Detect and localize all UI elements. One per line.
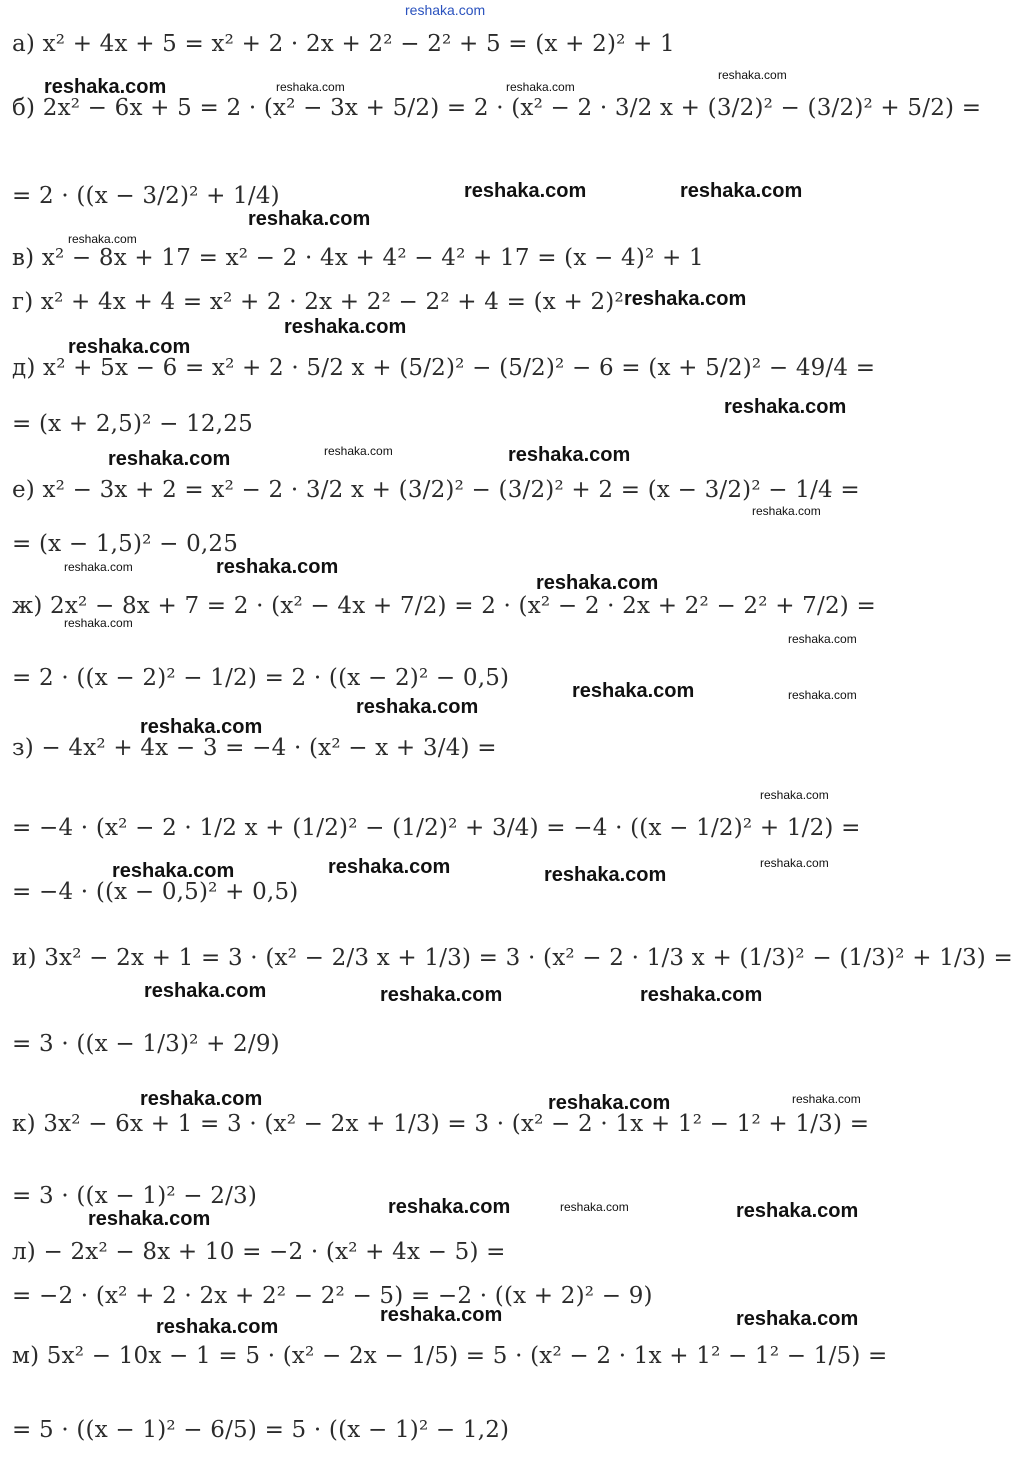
watermark: reshaka.com bbox=[328, 856, 451, 878]
solution-z: з) − 4x² + 4x − 3 = −4 · (x² − x + 3/4) = bbox=[12, 735, 497, 761]
solution-m-cont: = 5 · ((x − 1)² − 6/5) = 5 · ((x − 1)² − 1,2) bbox=[12, 1417, 510, 1443]
solution-d-cont: = (x + 2,5)² − 12,25 bbox=[12, 411, 253, 437]
watermark: reshaka.com bbox=[88, 1208, 211, 1230]
solution-z-cont2: = −4 · ((x − 0,5)² + 0,5) bbox=[12, 879, 299, 905]
watermark: reshaka.com bbox=[276, 80, 345, 94]
solution-z-cont: = −4 · (x² − 2 · 1/2 x + (1/2)² − (1/2)² + 3/4) = −4 · ((x − 1/2)² + 1/2) = bbox=[12, 815, 861, 841]
watermark: reshaka.com bbox=[640, 984, 763, 1006]
watermark: reshaka.com bbox=[544, 864, 667, 886]
watermark: reshaka.com bbox=[156, 1316, 279, 1338]
watermark: reshaka.com bbox=[140, 716, 263, 738]
solution-v: в) x² − 8x + 17 = x² − 2 · 4x + 4² − 4² + 17 = (x − 4)² + 1 bbox=[12, 245, 704, 271]
solution-zh: ж) 2x² − 8x + 7 = 2 · (x² − 4x + 7/2) = 2 · (x² − 2 · 2x + 2² − 2² + 7/2) = bbox=[12, 593, 876, 619]
watermark: reshaka.com bbox=[216, 556, 339, 578]
watermark: reshaka.com bbox=[248, 208, 371, 230]
watermark: reshaka.com bbox=[388, 1196, 511, 1218]
solution-d: д) x² + 5x − 6 = x² + 2 · 5/2 x + (5/2)² − (5/2)² − 6 = (x + 5/2)² − 49/4 = bbox=[12, 355, 876, 381]
solution-l-cont: = −2 · (x² + 2 · 2x + 2² − 2² − 5) = −2 · ((x + 2)² − 9) bbox=[12, 1283, 653, 1309]
watermark: reshaka.com bbox=[724, 396, 847, 418]
watermark: reshaka.com bbox=[752, 504, 821, 518]
watermark: reshaka.com bbox=[736, 1200, 859, 1222]
watermark: reshaka.com bbox=[44, 76, 167, 98]
watermark: reshaka.com bbox=[108, 448, 231, 470]
watermark: reshaka.com bbox=[112, 860, 235, 882]
watermark: reshaka.com bbox=[508, 444, 631, 466]
watermark: reshaka.com bbox=[144, 980, 267, 1002]
watermark: reshaka.com bbox=[64, 560, 133, 574]
watermark: reshaka.com bbox=[64, 616, 133, 630]
solution-k: к) 3x² − 6x + 1 = 3 · (x² − 2x + 1/3) = 3 · (x² − 2 · 1x + 1² − 1² + 1/3) = bbox=[12, 1111, 870, 1137]
watermark: reshaka.com bbox=[380, 984, 503, 1006]
solution-i: и) 3x² − 2x + 1 = 3 · (x² − 2/3 x + 1/3) = 3 · (x² − 2 · 1/3 x + (1/3)² − (1/3)² + 1/3) = bbox=[12, 945, 1013, 971]
watermark: reshaka.com bbox=[760, 856, 829, 870]
watermark: reshaka.com bbox=[68, 336, 191, 358]
solution-m: м) 5x² − 10x − 1 = 5 · (x² − 2x − 1/5) = 5 · (x² − 2 · 1x + 1² − 1² − 1/5) = bbox=[12, 1343, 888, 1369]
watermark: reshaka.com bbox=[68, 232, 137, 246]
watermark: reshaka.com bbox=[680, 180, 803, 202]
watermark: reshaka.com bbox=[788, 688, 857, 702]
watermark: reshaka.com bbox=[356, 696, 479, 718]
watermark: reshaka.com bbox=[718, 68, 787, 82]
solution-b-cont: = 2 · ((x − 3/2)² + 1/4) bbox=[12, 183, 280, 209]
solution-g: г) x² + 4x + 4 = x² + 2 · 2x + 2² − 2² + 4 = (x + 2)² bbox=[12, 289, 624, 315]
watermark: reshaka.com bbox=[506, 80, 575, 94]
watermark: reshaka.com bbox=[792, 1092, 861, 1106]
solution-e: е) x² − 3x + 2 = x² − 2 · 3/2 x + (3/2)² − (3/2)² + 2 = (x − 3/2)² − 1/4 = bbox=[12, 477, 860, 503]
watermark: reshaka.com bbox=[788, 632, 857, 646]
watermark: reshaka.com bbox=[736, 1308, 859, 1330]
watermark: reshaka.com bbox=[624, 288, 747, 310]
solution-zh-cont: = 2 · ((x − 2)² − 1/2) = 2 · ((x − 2)² − 0,5) bbox=[12, 665, 510, 691]
watermark: reshaka.com bbox=[548, 1092, 671, 1114]
watermark: reshaka.com bbox=[560, 1200, 629, 1214]
solution-l: л) − 2x² − 8x + 10 = −2 · (x² + 4x − 5) = bbox=[12, 1239, 506, 1265]
watermark: reshaka.com bbox=[760, 788, 829, 802]
solution-e-cont: = (x − 1,5)² − 0,25 bbox=[12, 531, 239, 557]
watermark: reshaka.com bbox=[536, 572, 659, 594]
solution-i-cont: = 3 · ((x − 1/3)² + 2/9) bbox=[12, 1031, 280, 1057]
watermark: reshaka.com bbox=[572, 680, 695, 702]
solution-b: б) 2x² − 6x + 5 = 2 · (x² − 3x + 5/2) = 2 · (x² − 2 · 3/2 x + (3/2)² − (3/2)² + 5/2) = bbox=[12, 95, 982, 121]
solution-k-cont: = 3 · ((x − 1)² − 2/3) bbox=[12, 1183, 258, 1209]
watermark: reshaka.com bbox=[380, 1304, 503, 1326]
site-header-link[interactable]: reshaka.com bbox=[405, 2, 486, 18]
watermark: reshaka.com bbox=[324, 444, 393, 458]
watermark: reshaka.com bbox=[464, 180, 587, 202]
watermark: reshaka.com bbox=[284, 316, 407, 338]
watermark: reshaka.com bbox=[140, 1088, 263, 1110]
solution-a: а) x² + 4x + 5 = x² + 2 · 2x + 2² − 2² + 5 = (x + 2)² + 1 bbox=[12, 31, 675, 57]
